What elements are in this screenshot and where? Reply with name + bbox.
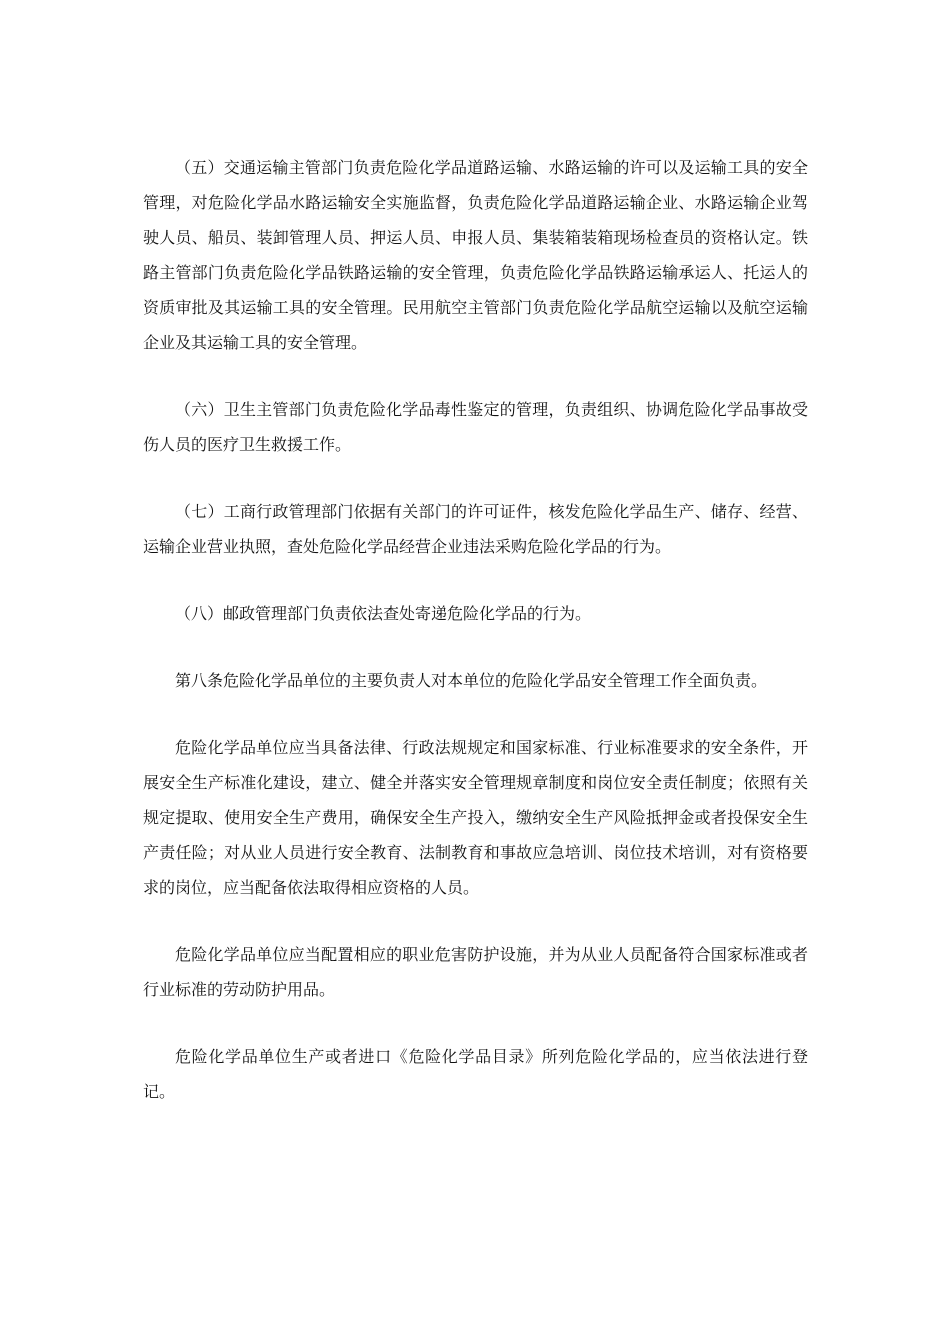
paragraph-registration: 危险化学品单位生产或者进口《危险化学品目录》所列危险化学品的，应当依法进行登记。 [143,1047,808,1101]
document-body [143,150,808,1141]
paragraph-health-authority: （六）卫生主管部门负责危险化学品毒性鉴定的管理，负责组织、协调危险化学品事故受伤人员的医疗卫生救援工作。 [143,400,808,454]
paragraph-commerce-authority: （七）工商行政管理部门依据有关部门的许可证件，核发危险化学品生产、储存、经营、运输企业营业执照，查处危险化学品经营企业违法采购危险化学品的行为。 [143,502,808,556]
paragraph-safety-conditions: 危险化学品单位应当具备法律、行政法规规定和国家标准、行业标准要求的安全条件，开展安全生产标准化建设，建立、健全并落实安全管理规章制度和岗位安全责任制度；依照有关规定提取、使用安全生产费用，确保安全生产投入，缴纳安全生产风险抵押金或者投保安全生产责任险；对从业人员进行安全教育、法制教育和事故应急培训、岗位技术培训，对有资格要求的岗位，应当配备依法取得相应资格的人员。 [143,738,808,897]
paragraph-article-8: 第八条危险化学品单位的主要负责人对本单位的危险化学品安全管理工作全面负责。 [175,671,768,690]
paragraph-transport-authority: （五）交通运输主管部门负责危险化学品道路运输、水路运输的许可以及运输工具的安全管理，对危险化学品水路运输安全实施监督，负责危险化学品道路运输企业、水路运输企业驾驶人员、船员、装卸管理人员、押运人员、申报人员、集装箱装箱现场检查员的资格认定。铁路主管部门负责危险化学品铁路运输的安全管理，负责危险化学品铁路运输承运人、托运人的资质审批及其运输工具的安全管理。民用航空主管部门负责危险化学品航空运输以及航空运输企业及其运输工具的安全管理。 [143,158,808,352]
paragraph-protective-equipment: 危险化学品单位应当配置相应的职业危害防护设施，并为从业人员配备符合国家标准或者行业标准的劳动防护用品。 [143,945,808,999]
paragraph-postal-authority: （八）邮政管理部门负责依法查处寄递危险化学品的行为。 [175,604,592,623]
